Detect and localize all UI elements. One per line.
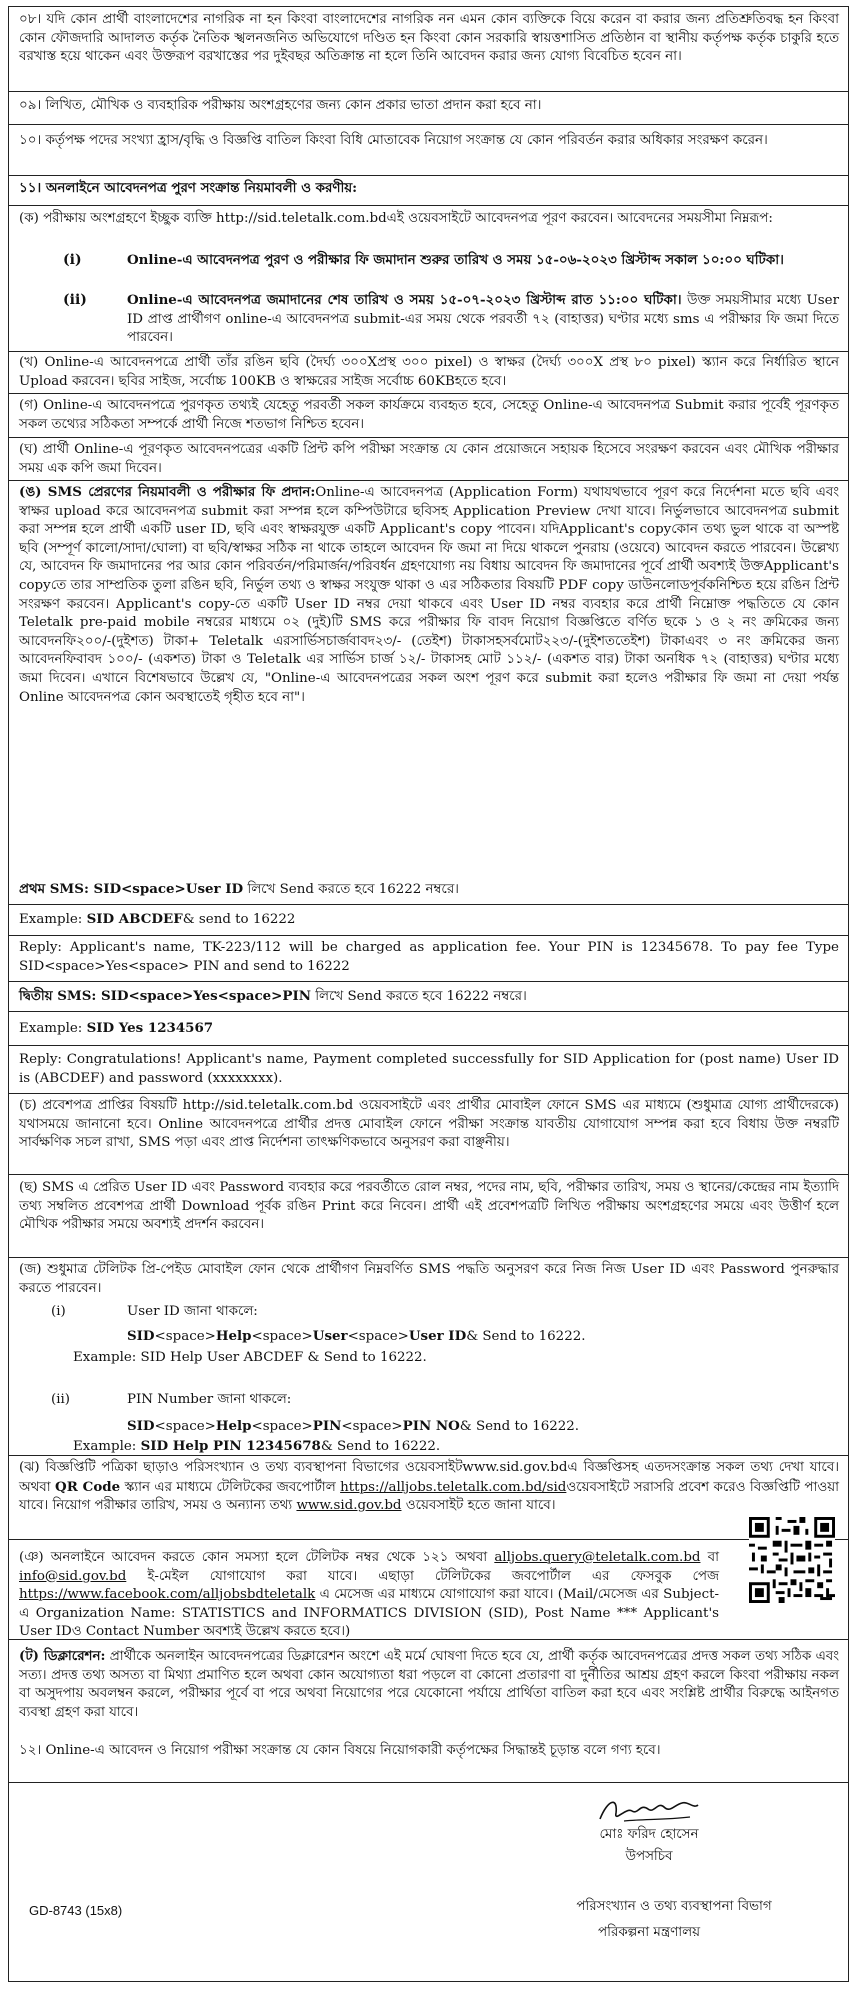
sms-rules-heading: (ঙ) SMS প্রেরণের নিয়মাবলী ও পরীক্ষার ফি প্রদান: xyxy=(19,484,316,500)
cmd-part: <space> xyxy=(341,1419,403,1434)
nya-text: বা xyxy=(700,1550,720,1565)
qr-code-label: QR Code xyxy=(55,1478,121,1495)
divider xyxy=(9,904,848,905)
signature-name: মোঃ ফরিদ হোসেন xyxy=(599,1827,699,1842)
jha-text: ওয়েবসাইট হতে জানা যাবে। xyxy=(401,1498,556,1514)
divider xyxy=(9,91,848,92)
clause-11-ka: (ক) পরীক্ষায় অংশগ্রহণে ইচ্ছুক ব্যক্তি http://sid.teletalk.com.bdএই ওয়েবসাইটে আবেদনপত্র পূরণ করবেন। আবেদনের সময়সীমা নিম্নরূপ: xyxy=(19,211,773,226)
cmd-part: <space> xyxy=(251,1329,313,1344)
declaration-text: প্রার্থীকে অনলাইন আবেদনপত্রের ডিক্লারেশন অংশে এই মর্মে ঘোষণা দিতে হবে যে, প্রার্থী কর্তৃক আবেদনপত্রের প্রদত্ত সকল তথ্য সঠিক এবং সত্য। প্রদত্ত তথ্য অসত্য বা মিথ্যা প্রমাণিত হলে অথবা কোন অযোগ্যতা ধরা পড়লে বা কোনো প্রতারণা বা দুর্নীতির আশ্রয় গ্রহণ করলে কিংবা পরীক্ষায় নকল বা অসুদপায় অবলম্বন করলে, পরীক্ষার পূর্বে বা পরে অথবা নিয়োগের পরে যেকোনো পর্যায়ে প্রার্থিতা বাতিল করা হবে এবং সংশ্লিষ্ট প্রার্থীর বিরুদ্ধে আইনগত ব্যবস্থা গ্রহণ করা যাবে। xyxy=(19,1649,839,1720)
jha-text: (ঝ) বিজ্ঞপ্তিটি পত্রিকা ছাড়াও পরিসংখ্যান ও তথ্য ব্যবস্থাপনা বিভাগের ওয়েবসাইটwww.sid.gov.bdএ বিজ্ঞপ্তিসহ এতদসংক্রান্ত সকল তথ্য দেখা যাবে। অথবা xyxy=(19,1460,839,1495)
qr-code-icon[interactable] xyxy=(749,1517,835,1603)
divider xyxy=(9,935,848,936)
sms-rules-text: Online-এ আবেদনপত্র (Application Form) যথাযথভাবে পূরণ করে নির্দেশনা মতে ছবি এবং স্বাক্ষর upload করে আবেদনপত্র submit করা সম্পন্ন হলে কম্পিউটারে ছবিসহ Application Preview দেখা যাবে। নির্ভুলভাবে আবেদনপত্র submit করা সম্পন্ন হলে প্রার্থী একটি user ID, ছবি এবং স্বাক্ষরযুক্ত একটি Applicant's copy পাবেন। যদিApplicant's copyকোন তথ্য ভুল থাকে বা অস্পষ্ট ছবি (সম্পূর্ণ কালো/সাদা/ঘোলা) বা ছবি/স্বাক্ষর সঠিক না থাকে তাহলে আবেদন ফি জমা না দিয়ে থাকলে পুনরায় (ওয়েবে) আবেদন করতে পারবেন। উল্লেখ্য যে, আবেদন ফি জমাদানের পর আর কোন পরিবর্তন/পরিমার্জন/পরিবর্ধন গ্রহণযোগ্য নয় বিধায় আবেদন ফি জমাদানের পূর্বে প্রার্থী অবশ্যই উক্তApplicant's copyতে তার সাম্প্রতিক তুলা রঙিন ছবি, নির্ভুল তথ্য ও স্বাক্ষর সংযুক্ত থাকা ও এর সঠিকতার বিষয়টি PDF copy ডাউনলোডপূর্বকনিশ্চিত হয়ে রঙিন প্রিন্ট সংরক্ষণ করবেন। Applicant's copy-তে একটি User ID নম্বর দেয়া থাকবে এবং User ID নম্বর ব্যবহার করে প্রার্থী নিম্নোক্ত পদ্ধতিতে যে কোন Teletalk pre-paid mobile নম্বরের মাধ্যমে ০২ (দুই)টি SMS করে পরীক্ষার ফি বাবদ নিয়োগ বিজ্ঞপ্তিতে বর্ণিত ছকে ১ ও ২ নং ক্রমিকের জন্য আবেদনফি২০০/-(দুইশত) টাকা+ Teletalk এরসার্ভিসচার্জবাবদ২৩/- (তেইশ) টাকাসহসর্বমোট২২৩/-(দুইশততেইশ) টাকাএবং ৩ নং ক্রমিকের জন্য আবেদনফিবাবদ ১০০/- (একশত) টাকা ও Teletalk এর সার্ভিস চার্জ ১২/- টাকাসহ মোট ১১২/- (একশত বার) টাকা অনধিক ৭২ (বাহাত্তর) ঘণ্টার মধ্যে জমা দিবেন। এখানে বিশেষভাবে উল্লেখ যে, "Online-এ আবেদনপত্রের সকল অংশ পূরণ করে submit করা হলেও পরীক্ষার ফি জমা না দেয়া পর্যন্ত Online আবেদনপত্র কোন অবস্থাতেই গৃহীত হবে না"। xyxy=(19,485,839,705)
row-text: User ID জানা থাকলে: xyxy=(127,1304,258,1319)
clause-11-jha xyxy=(19,1459,839,1516)
signature-division: পরিসংখ্যান ও তথ্য ব্যবস্থাপনা বিভাগ xyxy=(576,1899,772,1914)
example-text xyxy=(73,1437,440,1457)
second-sms-instruction: লিখে Send করতে হবে 16222 নম্বরে। xyxy=(310,989,527,1004)
reply-2: Reply: Congratulations! Applicant's name, Payment completed successfully for SID Application for (post name) User ID is (ABCDEF) and password (xxxxxxxx). xyxy=(19,1052,839,1086)
divider xyxy=(9,981,848,982)
clause-08: ০৮। যদি কোন প্রার্থী বাংলাদেশের নাগরিক না হন কিংবা বাংলাদেশের নাগরিক নন এমন কোন ব্যক্তিকে বিয়ে করেন বা করার জন্য প্রতিশ্রুতিবদ্ধ হন কিংবা কোন ফৌজদারি আদালত কর্তৃক নৈতিক স্খলনজনিত অভিযোগে দণ্ডিত হন কিংবা কোন সরকারি স্বায়ত্তশাসিত প্রতিষ্ঠান বা স্থানীয় কর্তৃপক্ষ কর্তৃক চাকুরি হতে বরখাস্ত হয়ে থাকেন এবং উক্তরূপ বরখাস্তের পর দুইবছর অতিক্রান্ত না হলে তিনি আবেদন করার জন্য যোগ্য বিবেচিত হবেন না। xyxy=(19,12,839,65)
sid-website-link[interactable]: www.sid.gov.bd xyxy=(296,1498,402,1514)
example-label: Example: xyxy=(19,1021,87,1036)
row-number: (i) xyxy=(63,252,82,268)
signature-ministry: পরিকল্পনা মন্ত্রণালয় xyxy=(598,1925,700,1940)
clause-11-ca: (চ) প্রবেশপত্র প্রাপ্তির বিষয়টি http://sid.teletalk.com.bd ওয়েবসাইটে এবং প্রার্থীর মোবাইল ফোনে SMS এর মাধ্যমে (শুধুমাত্র যোগ্য প্রার্থীদেরকে) যথাসময়ে জানানো হবে। Online আবেদনপত্রে প্রার্থীর প্রদত্ত মোবাইল ফোনে পরীক্ষা সংক্রান্ত যাবতীয় যোগাযোগ সম্পন্ন করা হবে বিধায় উক্ত নম্বরটি সার্বক্ষণিক সচল রাখা, SMS পড়া এবং প্রাপ্ত নির্দেশনা তাৎক্ষণিকভাবে অনুসরণ করা বাঞ্ছনীয়। xyxy=(19,1098,839,1151)
cmd-part: User xyxy=(312,1328,348,1344)
cmd-part: SID xyxy=(127,1418,155,1434)
cmd-part: PIN NO xyxy=(402,1418,460,1434)
divider xyxy=(9,1539,848,1540)
clause-11-uma xyxy=(19,483,839,707)
alljobs-sid-link[interactable]: https://alljobs.teletalk.com.bd/sid xyxy=(340,1479,567,1495)
divider xyxy=(9,205,848,206)
divider xyxy=(9,437,848,438)
first-sms-line xyxy=(19,880,839,900)
example-rest: & send to 16222 xyxy=(182,912,296,927)
divider xyxy=(9,1045,848,1046)
facebook-page-link[interactable]: https://www.facebook.com/alljobsbdteletalk xyxy=(19,1587,316,1603)
clause-11-kha: (খ) Online-এ আবেদনপত্রে প্রার্থী তাঁর রঙিন ছবি (দৈর্ঘ্য ৩০০Xপ্রস্থ ৩০০ pixel) ও স্বাক্ষর (দৈর্ঘ্য ৩০০X প্রস্থ ৮০ pixel) স্ক্যান করে নির্ধারিত স্থানে Upload করবেন। ছবির সাইজ, সর্বোচ্চ 100KB ও স্বাক্ষরের সাইজ সর্বোচ্চ 60KBহতে হবে। xyxy=(19,355,839,389)
example-text: Example: SID Help User ABCDEF & Send to 16222. xyxy=(73,1350,427,1365)
command-text xyxy=(127,1327,585,1347)
row-bold-text: Online-এ আবেদনপত্র জমাদানের শেষ তারিখ ও সময় ১৫-০৭-২০২৩ খ্রিস্টাব্দ রাত ১১:০০ ঘটিকা। xyxy=(127,292,682,308)
cmd-part: Help xyxy=(215,1418,252,1434)
divider xyxy=(9,480,848,481)
divider xyxy=(9,124,848,125)
divider xyxy=(9,175,848,176)
command-text xyxy=(127,1417,579,1437)
sid-email-link[interactable]: info@sid.gov.bd xyxy=(19,1568,127,1584)
second-sms-command: : SID<space>Yes<space>PIN xyxy=(91,988,311,1004)
notice-page xyxy=(8,6,849,1982)
cmd-part: SID xyxy=(127,1328,155,1344)
clause-11-cha: (ছ) SMS এ প্রেরিত User ID এবং Password ব্যবহার করে পরবর্তীতে রোল নম্বর, পদের নাম, ছবি, পরীক্ষার তারিখ, সময় ও স্থানের/কেন্দ্রের নাম ইত্যাদি তথ্য সম্বলিত প্রবেশপত্র প্রার্থী Download পূর্বক রঙিন Print করে নিবেন। প্রার্থী এই প্রবেশপত্রটি লিখিত পরীক্ষায় অংশগ্রহণের সময়ে এবং উত্তীর্ণ হলে মৌখিক পরীক্ষার সময়ে অবশ্যই প্রদর্শন করবেন। xyxy=(19,1180,839,1233)
jha-text: স্ক্যান এর মাধ্যমে টেলিটকের জবপোর্টাল xyxy=(120,1479,341,1495)
second-sms-line xyxy=(19,987,839,1007)
example-code: SID Help PIN 12345678 xyxy=(140,1438,321,1454)
second-sms-label: দ্বিতীয় SMS xyxy=(19,988,92,1004)
row-rest-text: উক্ত সময়সীমার মধ্যে User ID প্রাপ্ত প্রার্থীগণ online-এ আবেদনপত্র submit-এর সময় থেকে পরবর্তী ৭২ (বাহাত্তর) ঘণ্টার মধ্যে sms এ পরীক্ষার ফি জমা দিতে পারবেন। xyxy=(127,293,839,346)
first-sms-label: প্রথম SMS xyxy=(19,881,84,897)
jha-text: ওয়েবসাইটে সরাসরি প্রবেশ করেও বিজ্ঞপ্তিটি পাওয়া যাবে। নিয়োগ পরীক্ষার তারিখ, সময় ও অন্যান্য তথ্য xyxy=(19,1479,839,1514)
example-rest: & Send to 16222. xyxy=(320,1439,441,1454)
clause-11-heading: ১১। অনলাইনে আবেদনপত্র পুরণ সংক্রান্ত নিয়মাবলী ও করণীয়: xyxy=(19,180,358,196)
cmd-part: PIN xyxy=(312,1418,342,1434)
clause-11-nya-top xyxy=(19,1549,719,1642)
divider xyxy=(9,1257,848,1258)
row-text xyxy=(127,291,839,348)
example-label: Example: xyxy=(19,912,87,927)
clause-12: ১২। Online-এ আবেদন ও নিয়োগ পরীক্ষা সংক্রান্ত যে কোন বিষয়ে নিয়োগকারী কর্তৃপক্ষের সিদ্ধান্তই চূড়ান্ত বলে গণ্য হবে। xyxy=(19,1743,661,1758)
clause-11-ja: (জ) শুধুমাত্র টেলিটক প্রি-পেইড মোবাইল ফোন থেকে প্রার্থীগণ নিম্নবর্ণিত SMS পদ্ধতি অনুসরণ করে নিজ নিজ User ID এবং Password পুনরুদ্ধার করতে পারবেন। xyxy=(19,1262,839,1296)
signature-title: উপসচিব xyxy=(625,1849,673,1864)
row-number: (ii) xyxy=(51,1392,71,1407)
divider xyxy=(9,1174,848,1175)
nya-text: এ মেসেজ এর মাধ্যমে যোগাযোগ করা যাবে। (Mail/মেসেজ এর Subject-এ Organization Name: STATISTICS and INFORMATICS DIVISION (SID), Post Name *** Applicant's User IDও Contact Number অবশ্যই উল্লেখ করতে হবে।) xyxy=(19,1587,719,1640)
nya-text: (ঞ) অনলাইনে আবেদন করতে কোন সমস্যা হলে টেলিটক নম্বর থেকে ১২১ অথবা xyxy=(19,1550,495,1565)
example-label: Example: xyxy=(73,1439,141,1454)
cmd-part: & Send to 16222. xyxy=(466,1329,586,1344)
gd-code: GD-8743 (15x8) xyxy=(29,1903,123,1918)
row-text: PIN Number জানা থাকলে: xyxy=(127,1392,292,1407)
divider xyxy=(9,1455,848,1456)
declaration-heading: (ট) ডিক্লারেশন: xyxy=(19,1648,106,1664)
clause-09: ০৯। লিখিত, মৌখিক ও ব্যবহারিক পরীক্ষায় অংশগ্রহণের জন্য কোন প্রকার ভাতা প্রদান করা হবে না। xyxy=(19,98,542,113)
example-code: SID ABCDEF xyxy=(86,911,183,927)
cmd-part: <space> xyxy=(154,1419,216,1434)
row-number: (i) xyxy=(51,1304,66,1319)
handwritten-signature xyxy=(594,1789,704,1829)
example-code: SID Yes 1234567 xyxy=(86,1020,214,1036)
divider xyxy=(9,1782,848,1783)
clause-11-ta xyxy=(19,1647,839,1722)
cmd-part: & Send to 16222. xyxy=(459,1419,580,1434)
divider xyxy=(9,1639,848,1640)
nya-text: ই-মেইল যোগাযোগ করা যাবে। এছাড়া টেলিটকের জবপোর্টাল এর ফেসবুক পেজ xyxy=(126,1568,719,1584)
reply-1: Reply: Applicant's name, TK-223/112 will be charged as application fee. Your PIN is 12345678. To pay fee Type SID<space>Yes<space> PIN and send to 16222 xyxy=(19,940,839,974)
cmd-part: <space> xyxy=(251,1419,313,1434)
first-sms-instruction: লিখে Send করতে হবে 16222 নম্বরে। xyxy=(243,882,459,897)
example-2 xyxy=(19,1019,839,1039)
clause-11-gha: (ঘ) প্রার্থী Online-এ পূরণকৃত আবেদনপত্রের একটি প্রিন্ট কপি পরীক্ষা সংক্রান্ত যে কোন প্রয়োজনে সহায়ক হিসেবে সংরক্ষণ করবেন এবং মৌখিক পরীক্ষার সময় এক কপি জমা দিবেন। xyxy=(19,442,839,476)
teletalk-email-link[interactable]: alljobs.query@teletalk.com.bd xyxy=(494,1550,701,1565)
cmd-part: Help xyxy=(215,1328,252,1344)
first-sms-command: : SID<space>User ID xyxy=(83,881,244,897)
divider xyxy=(9,351,848,352)
cmd-part: <space> xyxy=(154,1329,216,1344)
example-1 xyxy=(19,910,839,930)
clause-10: ১০। কর্তৃপক্ষ পদের সংখ্যা হ্রাস/বৃদ্ধি ও বিজ্ঞপ্তি বাতিল কিংবা বিধি মোতাবেক নিয়োগ সংক্রান্ত যে কোন পরিবর্তন করার অধিকার সংরক্ষণ করেন। xyxy=(19,133,768,148)
clause-11-ga: (গ) Online-এ আবেদনপত্রে পুরণকৃত তথ্যই যেহেতু পরবর্তী সকল কার্যক্রমে ব্যবহৃত হবে, সেহেতু Online-এ আবেদনপত্র Submit করার পূর্বেই পূরণকৃত সকল তথ্যের সঠিকতা সম্পর্কে প্রার্থী নিজে শতভাগ নিশ্চিত হবেন। xyxy=(19,398,839,432)
divider xyxy=(9,1011,848,1012)
row-text: Online-এ আবেদনপত্র পুরণ ও পরীক্ষার ফি জমাদান শুরুর তারিখ ও সময় ১৫-০৬-২০২৩ খ্রিস্টাব্দ সকাল ১০:০০ ঘটিকা। xyxy=(127,252,784,268)
divider xyxy=(9,393,848,394)
row-number: (ii) xyxy=(63,292,87,308)
cmd-part: User ID xyxy=(408,1328,467,1344)
divider xyxy=(9,1093,848,1094)
cmd-part: <space> xyxy=(347,1329,409,1344)
